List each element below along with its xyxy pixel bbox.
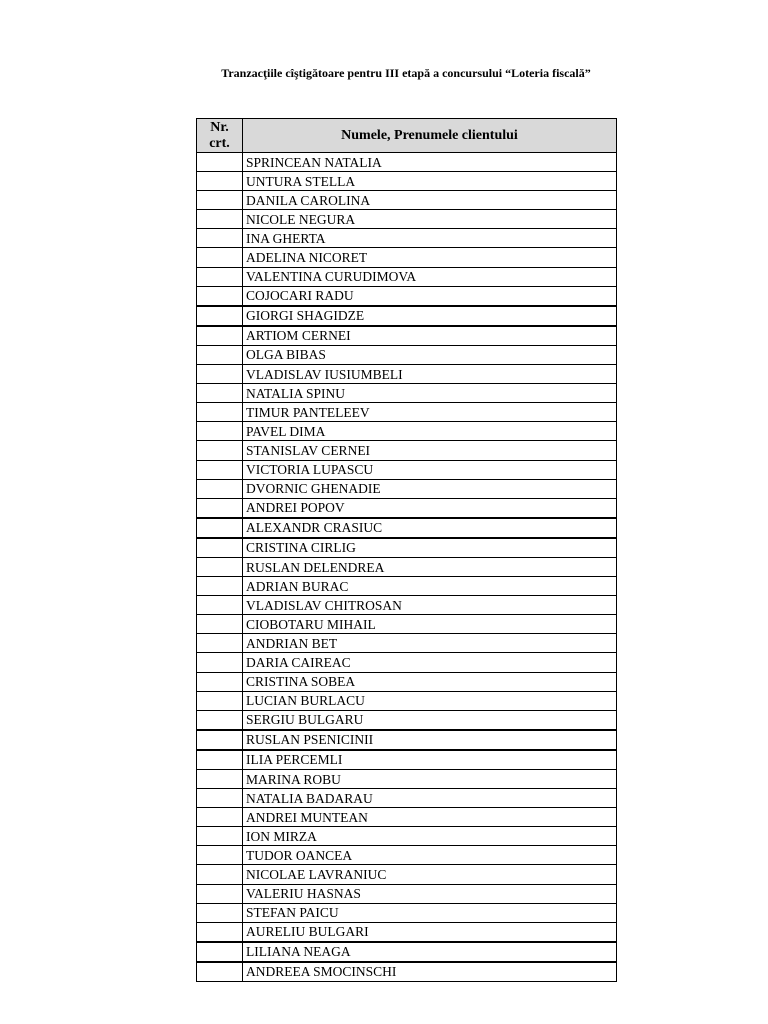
row-client-name: CIOBOTARU MIHAIL [243, 615, 617, 634]
row-nr-cell [197, 577, 243, 596]
row-client-name: CRISTINA SOBEA [243, 672, 617, 691]
row-client-name: DVORNIC GHENADIE [243, 479, 617, 498]
table-row [197, 653, 617, 672]
row-client-name: TUDOR OANCEA [243, 846, 617, 865]
table-row [197, 210, 617, 229]
table-row [197, 750, 617, 770]
row-client-name: CRISTINA CIRLIG [243, 538, 617, 558]
row-nr-cell [197, 884, 243, 903]
row-nr-cell [197, 172, 243, 191]
table-row [197, 422, 617, 441]
row-nr-cell [197, 460, 243, 479]
row-client-name: RUSLAN PSENICINII [243, 730, 617, 750]
row-client-name: VLADISLAV CHITROSAN [243, 596, 617, 615]
row-nr-cell [197, 248, 243, 267]
row-nr-cell [197, 479, 243, 498]
row-nr-cell [197, 922, 243, 942]
row-client-name: LUCIAN BURLACU [243, 691, 617, 710]
table-row [197, 384, 617, 403]
row-nr-cell [197, 730, 243, 750]
table-row [197, 942, 617, 962]
table-row [197, 403, 617, 422]
row-nr-cell [197, 538, 243, 558]
row-nr-cell [197, 672, 243, 691]
row-client-name: ADELINA NICORET [243, 248, 617, 267]
row-client-name: LILIANA NEAGA [243, 942, 617, 962]
row-nr-cell [197, 153, 243, 172]
row-nr-cell [197, 365, 243, 384]
table-row [197, 577, 617, 596]
row-client-name: SPRINCEAN NATALIA [243, 153, 617, 172]
table-row [197, 538, 617, 558]
row-client-name: ANDREEA SMOCINSCHI [243, 962, 617, 982]
row-nr-cell [197, 846, 243, 865]
row-nr-cell [197, 286, 243, 306]
row-nr-cell [197, 267, 243, 286]
table-row [197, 962, 617, 982]
table-row [197, 229, 617, 248]
row-nr-cell [197, 326, 243, 346]
row-nr-cell [197, 903, 243, 922]
row-client-name: RUSLAN DELENDREA [243, 557, 617, 576]
table-row [197, 248, 617, 267]
row-client-name: ANDREI MUNTEAN [243, 808, 617, 827]
row-nr-cell [197, 557, 243, 576]
row-client-name: STEFAN PAICU [243, 903, 617, 922]
table-row [197, 441, 617, 460]
row-nr-cell [197, 403, 243, 422]
table-row [197, 615, 617, 634]
row-client-name: INA GHERTA [243, 229, 617, 248]
row-client-name: ION MIRZA [243, 827, 617, 846]
table-row [197, 365, 617, 384]
table-row [197, 191, 617, 210]
table-row [197, 710, 617, 730]
row-client-name: NATALIA BADARAU [243, 789, 617, 808]
row-client-name: STANISLAV CERNEI [243, 441, 617, 460]
row-nr-cell [197, 962, 243, 982]
row-client-name: OLGA BIBAS [243, 345, 617, 364]
table-row [197, 730, 617, 750]
table-row [197, 460, 617, 479]
row-nr-cell [197, 345, 243, 364]
row-nr-cell [197, 615, 243, 634]
row-client-name: DANILA CAROLINA [243, 191, 617, 210]
row-client-name: PAVEL DIMA [243, 422, 617, 441]
winners-table [196, 118, 617, 982]
row-client-name: VALERIU HASNAS [243, 884, 617, 903]
row-nr-cell [197, 422, 243, 441]
table-row [197, 172, 617, 191]
table-row [197, 518, 617, 538]
row-nr-cell [197, 634, 243, 653]
table-row [197, 634, 617, 653]
table-row [197, 267, 617, 286]
row-client-name: MARINA ROBU [243, 770, 617, 789]
table-row [197, 827, 617, 846]
row-client-name: VLADISLAV IUSIUMBELI [243, 365, 617, 384]
table-row [197, 789, 617, 808]
row-nr-cell [197, 191, 243, 210]
table-row [197, 557, 617, 576]
row-client-name: ALEXANDR CRASIUC [243, 518, 617, 538]
row-nr-cell [197, 808, 243, 827]
row-client-name: NATALIA SPINU [243, 384, 617, 403]
table-row [197, 498, 617, 518]
row-nr-cell [197, 518, 243, 538]
table-row [197, 808, 617, 827]
table-row [197, 770, 617, 789]
row-nr-cell [197, 942, 243, 962]
table-row [197, 345, 617, 364]
row-client-name: NICOLAE LAVRANIUC [243, 865, 617, 884]
table-row [197, 865, 617, 884]
table-row [197, 922, 617, 942]
row-nr-cell [197, 596, 243, 615]
row-nr-cell [197, 229, 243, 248]
row-nr-cell [197, 441, 243, 460]
row-nr-cell [197, 210, 243, 229]
row-client-name: NICOLE NEGURA [243, 210, 617, 229]
row-client-name: SERGIU BULGARU [243, 710, 617, 730]
header-nr-crt [197, 119, 243, 153]
table-row [197, 596, 617, 615]
table-row [197, 672, 617, 691]
row-client-name: ADRIAN BURAC [243, 577, 617, 596]
row-nr-cell [197, 384, 243, 403]
header-nr-crt-label: Nr. crt. [209, 119, 230, 151]
row-nr-cell [197, 306, 243, 326]
table-body [197, 153, 617, 982]
row-client-name: VALENTINA CURUDIMOVA [243, 267, 617, 286]
row-client-name: ANDREI POPOV [243, 498, 617, 518]
row-nr-cell [197, 770, 243, 789]
table-row [197, 903, 617, 922]
row-client-name: GIORGI SHAGIDZE [243, 306, 617, 326]
row-client-name: UNTURA STELLA [243, 172, 617, 191]
table-row [197, 846, 617, 865]
document-title: Tranzacţiile cîştigătoare pentru III etapă a concursului “Loteria fiscală” [221, 66, 591, 80]
table-row [197, 286, 617, 306]
header-client-name: Numele, Prenumele clientului [243, 119, 617, 153]
table-row [197, 884, 617, 903]
row-client-name: ANDRIAN BET [243, 634, 617, 653]
row-nr-cell [197, 865, 243, 884]
row-client-name: COJOCARI RADU [243, 286, 617, 306]
row-client-name: VICTORIA LUPASCU [243, 460, 617, 479]
row-client-name: ILIA PERCEMLI [243, 750, 617, 770]
table-row [197, 691, 617, 710]
row-client-name: TIMUR PANTELEEV [243, 403, 617, 422]
row-nr-cell [197, 691, 243, 710]
table-row [197, 153, 617, 172]
row-nr-cell [197, 653, 243, 672]
row-client-name: DARIA CAIREAC [243, 653, 617, 672]
row-nr-cell [197, 710, 243, 730]
row-client-name: ARTIOM CERNEI [243, 326, 617, 346]
table-header-row [197, 119, 617, 153]
table-row [197, 306, 617, 326]
row-nr-cell [197, 750, 243, 770]
row-nr-cell [197, 498, 243, 518]
row-nr-cell [197, 827, 243, 846]
table-row [197, 326, 617, 346]
row-nr-cell [197, 789, 243, 808]
table-row [197, 479, 617, 498]
row-client-name: AURELIU BULGARI [243, 922, 617, 942]
